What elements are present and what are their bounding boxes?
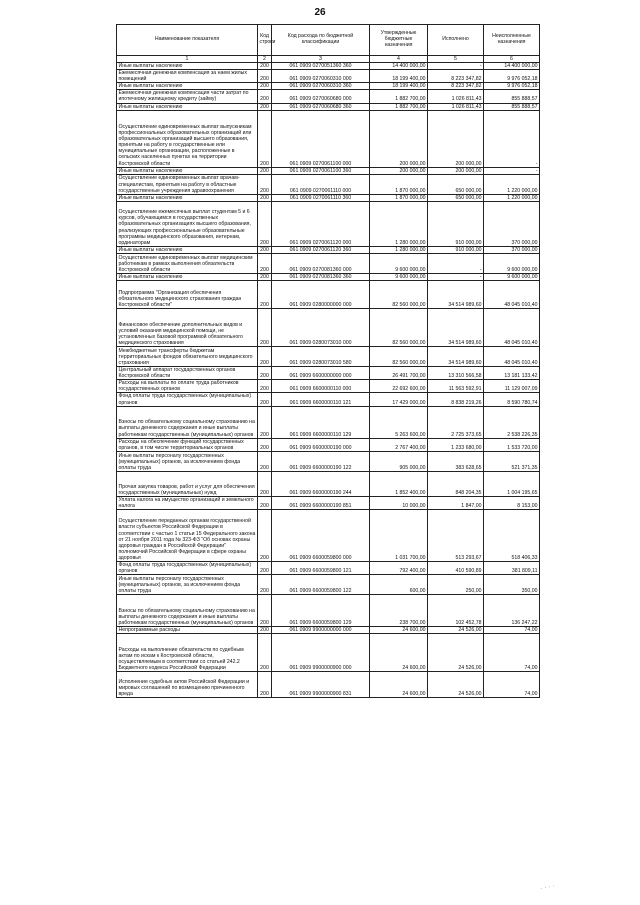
col-header-unexecuted: Неисполненные назначения <box>484 25 540 56</box>
cell-line: 200 <box>258 672 272 698</box>
cell-line: 200 <box>258 393 272 406</box>
cell-approved: 9 600 000,00 <box>370 253 428 273</box>
cell-unexecuted: 370 000,00 <box>484 201 540 246</box>
col-number: 6 <box>484 56 540 63</box>
cell-line: 200 <box>258 634 272 672</box>
cell-code: 061 0909 0270060310 000 <box>272 70 370 83</box>
cell-name: Прочая закупка товаров, работ и услуг для обеспечения государственных (муниципальных) нужд <box>117 471 258 496</box>
cell-code: 061 0909 9900000000 000 <box>272 627 370 634</box>
header-row <box>117 25 540 56</box>
cell-name: Иные выплаты населению <box>117 63 258 70</box>
cell-code: 061 0909 6600000110 000 <box>272 380 370 393</box>
cell-line: 200 <box>258 575 272 595</box>
col-header-executed: Исполнено <box>428 25 484 56</box>
cell-executed: 1 233 680,00 <box>428 438 484 451</box>
cell-unexecuted: 9 600 000,00 <box>484 273 540 280</box>
cell-code: 061 0909 6600059800 122 <box>272 575 370 595</box>
cell-unexecuted: - <box>484 167 540 174</box>
table-row <box>117 347 540 367</box>
cell-executed: 24 526,00 <box>428 627 484 634</box>
cell-code: 061 0909 6600059800 129 <box>272 595 370 627</box>
cell-code: 061 0909 0270051360 360 <box>272 63 370 70</box>
cell-executed: 8 223 347,82 <box>428 70 484 83</box>
cell-approved: 792 400,00 <box>370 561 428 574</box>
cell-executed: 24 526,00 <box>428 634 484 672</box>
cell-approved: 82 560 000,00 <box>370 347 428 367</box>
cell-approved: 10 000,00 <box>370 496 428 509</box>
cell-executed: 2 725 373,65 <box>428 406 484 438</box>
table-row <box>117 575 540 595</box>
table-row <box>117 90 540 103</box>
cell-name: Расходы на обеспечение функций государственных органов, в том числе территориальных органов <box>117 438 258 451</box>
cell-code: 061 0909 6600000190 851 <box>272 496 370 509</box>
col-number: 3 <box>272 56 370 63</box>
cell-name: Расходы на выполнение обязательств по судебным актам по искам к Костромской области, осуществляемым в соответствии со статьей 242.2 Бюджетного кодекса Российской Федерации <box>117 634 258 672</box>
cell-code: 061 0909 9900000900 831 <box>272 672 370 698</box>
cell-name: Осуществление единовременных выплат выпускникам профессиональных образовательных организаций или образовательных организаций высшего образования, принятым на работу в государственные или муниципальные организации, расположенные в сельских населенных пунктах на территории Костромской области <box>117 110 258 167</box>
cell-approved: 1 280 000,00 <box>370 201 428 246</box>
table-row <box>117 672 540 698</box>
cell-code: 061 0909 0270060680 000 <box>272 90 370 103</box>
cell-name: Фонд оплаты труда государственных (муниципальных) органов <box>117 393 258 406</box>
cell-code: 061 0909 0270081360 000 <box>272 253 370 273</box>
cell-approved: 905 000,00 <box>370 451 428 471</box>
cell-unexecuted: 8 153,00 <box>484 496 540 509</box>
cell-executed: 910 000,00 <box>428 246 484 253</box>
cell-unexecuted: 74,00 <box>484 672 540 698</box>
table-row <box>117 110 540 167</box>
table-row <box>117 438 540 451</box>
cell-executed: 383 628,65 <box>428 451 484 471</box>
cell-executed: 24 526,00 <box>428 672 484 698</box>
cell-code: 061 0909 6600000190 000 <box>272 438 370 451</box>
table-row <box>117 367 540 380</box>
col-header-line: Код строки <box>258 25 272 56</box>
cell-unexecuted: 518 406,33 <box>484 509 540 561</box>
cell-line: 200 <box>258 167 272 174</box>
cell-unexecuted: 350,00 <box>484 575 540 595</box>
table-body <box>117 63 540 698</box>
cell-executed: 650 000,00 <box>428 194 484 201</box>
cell-unexecuted: 521 371,35 <box>484 451 540 471</box>
cell-line: 200 <box>258 174 272 194</box>
cell-executed: 410 590,89 <box>428 561 484 574</box>
cell-executed: - <box>428 273 484 280</box>
cell-unexecuted: 370 000,00 <box>484 246 540 253</box>
cell-unexecuted: 1 533 720,00 <box>484 438 540 451</box>
cell-code: 061 0909 0280073010 580 <box>272 347 370 367</box>
cell-executed: 848 204,35 <box>428 471 484 496</box>
cell-approved: 24 600,00 <box>370 634 428 672</box>
table-row <box>117 246 540 253</box>
cell-code: 061 0909 6600000110 121 <box>272 393 370 406</box>
cell-approved: 17 429 000,00 <box>370 393 428 406</box>
table-row <box>117 406 540 438</box>
cell-name: Иные выплаты персоналу государственных (муниципальных) органов, за исключением фонда оплаты труда <box>117 451 258 471</box>
cell-code: 061 0909 0270060680 360 <box>272 103 370 110</box>
cell-approved: 82 560 000,00 <box>370 281 428 309</box>
cell-approved: 1 882 700,00 <box>370 90 428 103</box>
cell-unexecuted: 48 045 010,40 <box>484 281 540 309</box>
table-row <box>117 281 540 309</box>
cell-code: 061 0909 0270061100 360 <box>272 167 370 174</box>
cell-line: 200 <box>258 246 272 253</box>
cell-executed: 1 847,00 <box>428 496 484 509</box>
cell-name: Подпрограмма "Организация обеспечения обязательного медицинского страхования граждан Костромской области" <box>117 281 258 309</box>
cell-code: 061 0909 6600000110 129 <box>272 406 370 438</box>
table-row <box>117 634 540 672</box>
cell-line: 200 <box>258 496 272 509</box>
cell-line: 200 <box>258 103 272 110</box>
cell-line: 200 <box>258 253 272 273</box>
cell-executed: 34 514 989,60 <box>428 281 484 309</box>
cell-code: 061 0909 6600000190 122 <box>272 451 370 471</box>
cell-unexecuted: 13 181 133,42 <box>484 367 540 380</box>
cell-line: 200 <box>258 509 272 561</box>
cell-name: Взносы по обязательному социальному страхованию на выплаты денежного содержания и иные выплаты работникам государственных (муниципальных) органов <box>117 595 258 627</box>
col-header-approved: Утвержденные бюджетные назначения <box>370 25 428 56</box>
col-header-name: Наименование показателя <box>117 25 258 56</box>
col-number: 1 <box>117 56 258 63</box>
cell-executed: 910 000,00 <box>428 201 484 246</box>
cell-name: Ежемесячная денежная компенсация части затрат по ипотечному жилищному кредиту (займу) <box>117 90 258 103</box>
cell-line: 200 <box>258 70 272 83</box>
cell-line: 200 <box>258 380 272 393</box>
cell-approved: 1 870 000,00 <box>370 174 428 194</box>
cell-approved: 9 600 000,00 <box>370 273 428 280</box>
cell-approved: 600,00 <box>370 575 428 595</box>
cell-code: 061 0909 6600059800 121 <box>272 561 370 574</box>
page-number: 26 <box>314 7 326 18</box>
cell-code: 061 0909 6600059800 000 <box>272 509 370 561</box>
cell-name: Исполнение судебных актов Российской Федерации и мировых соглашений по возмещению причиненного вреда <box>117 672 258 698</box>
cell-approved: 5 263 600,00 <box>370 406 428 438</box>
cell-approved: 18 199 400,00 <box>370 70 428 83</box>
cell-code: 061 0909 9900000900 000 <box>272 634 370 672</box>
cell-code: 061 0909 0270081360 360 <box>272 273 370 280</box>
cell-line: 200 <box>258 110 272 167</box>
cell-executed: 1 026 811,43 <box>428 103 484 110</box>
scan-artifact: · · · · <box>539 882 556 893</box>
table-row <box>117 70 540 83</box>
cell-code: 061 0909 0270061110 000 <box>272 174 370 194</box>
cell-unexecuted: 9 976 052,18 <box>484 83 540 90</box>
table-row <box>117 393 540 406</box>
cell-executed: 250,00 <box>428 575 484 595</box>
cell-name: Иные выплаты населению <box>117 103 258 110</box>
table-row <box>117 451 540 471</box>
cell-approved: 14 400 000,00 <box>370 63 428 70</box>
cell-unexecuted: 14 400 000,00 <box>484 63 540 70</box>
cell-approved: 2 767 400,00 <box>370 438 428 451</box>
cell-name: Осуществление единовременных выплат медицинским работникам в рамках выполнения обязательств Костромской области <box>117 253 258 273</box>
cell-unexecuted: 74,00 <box>484 627 540 634</box>
cell-code: 061 0909 0280000000 000 <box>272 281 370 309</box>
cell-line: 200 <box>258 281 272 309</box>
cell-line: 200 <box>258 273 272 280</box>
cell-name: Расходы на выплаты по оплате труда работников государственных органов <box>117 380 258 393</box>
cell-executed: 650 000,00 <box>428 174 484 194</box>
cell-code: 061 0909 0270061120 000 <box>272 201 370 246</box>
cell-name: Осуществление ежемесячных выплат студентам 5 и 6 курсов, обучающимся в государственных образовательных организациях высшего образования, реализующих профессиональные образовательные программы медицинского образования, интернам, ординаторам <box>117 201 258 246</box>
cell-executed: - <box>428 253 484 273</box>
cell-executed: 1 026 811,43 <box>428 90 484 103</box>
cell-name: Взносы по обязательному социальному страхованию на выплаты денежного содержания и иные выплаты работникам государственных (муниципальных) органов <box>117 406 258 438</box>
cell-unexecuted: 855 888,57 <box>484 103 540 110</box>
table-row <box>117 194 540 201</box>
cell-name: Финансовое обеспечение дополнительных видов и условий оказания медицинской помощи, не установленных базовой программой обязательного медицинского страхования <box>117 309 258 347</box>
table-row <box>117 273 540 280</box>
cell-name: Ежемесячная денежная компенсация за наем жилых помещений <box>117 70 258 83</box>
cell-approved: 1 882 700,00 <box>370 103 428 110</box>
cell-line: 200 <box>258 194 272 201</box>
cell-line: 200 <box>258 63 272 70</box>
cell-approved: 238 700,00 <box>370 595 428 627</box>
col-number: 2 <box>258 56 272 63</box>
cell-name: Осуществление переданных органам государственной власти субъектов Российской Федерации в соответствии с частью 1 статьи 15 Федерального закона от 21 ноября 2011 года № 323-ФЗ "Об основах охраны здоровья граждан в Российской Федерации" полномочий Российской Федерации в сфере охраны здоровья <box>117 509 258 561</box>
cell-executed: 8 838 219,26 <box>428 393 484 406</box>
table-row <box>117 309 540 347</box>
cell-unexecuted: 48 045 010,40 <box>484 347 540 367</box>
column-number-row <box>117 56 540 63</box>
cell-name: Осуществление единовременных выплат врачам-специалистам, принятым на работу в областные государственные учреждения здравоохранения <box>117 174 258 194</box>
cell-name: Межбюджетные трансферты бюджетам территориальных фондов обязательного медицинского страхования <box>117 347 258 367</box>
cell-line: 200 <box>258 201 272 246</box>
cell-name: Уплата налога на имущество организаций и земельного налога <box>117 496 258 509</box>
cell-code: 061 0909 0270061120 360 <box>272 246 370 253</box>
col-number: 4 <box>370 56 428 63</box>
cell-approved: 24 600,00 <box>370 627 428 634</box>
cell-unexecuted: 136 247,22 <box>484 595 540 627</box>
cell-unexecuted: 1 220 000,00 <box>484 174 540 194</box>
cell-name: Иные выплаты персоналу государственных (муниципальных) органов, за исключением фонда оплаты труда <box>117 575 258 595</box>
cell-line: 200 <box>258 595 272 627</box>
expenditure-table <box>116 24 540 698</box>
col-number: 5 <box>428 56 484 63</box>
cell-name: Иные выплаты населению <box>117 273 258 280</box>
cell-executed: 200 000,00 <box>428 110 484 167</box>
cell-line: 200 <box>258 561 272 574</box>
table-row <box>117 496 540 509</box>
table-row <box>117 595 540 627</box>
cell-name: Непрограммные расходы <box>117 627 258 634</box>
cell-line: 200 <box>258 309 272 347</box>
cell-executed: 34 514 989,60 <box>428 309 484 347</box>
cell-name: Иные выплаты населению <box>117 167 258 174</box>
table-row <box>117 561 540 574</box>
cell-line: 200 <box>258 367 272 380</box>
cell-code: 061 0909 0280073010 000 <box>272 309 370 347</box>
cell-code: 061 0909 0270061110 360 <box>272 194 370 201</box>
cell-line: 200 <box>258 451 272 471</box>
cell-executed: 200 000,00 <box>428 167 484 174</box>
cell-approved: 1 031 700,00 <box>370 509 428 561</box>
table-row <box>117 509 540 561</box>
cell-executed: - <box>428 63 484 70</box>
cell-executed: 513 293,67 <box>428 509 484 561</box>
cell-unexecuted: 48 045 010,40 <box>484 309 540 347</box>
cell-unexecuted: 74,00 <box>484 634 540 672</box>
cell-name: Иные выплаты населению <box>117 83 258 90</box>
table-row <box>117 63 540 70</box>
cell-executed: 8 223 347,82 <box>428 83 484 90</box>
table-row <box>117 201 540 246</box>
cell-unexecuted: 9 600 000,00 <box>484 253 540 273</box>
table-row <box>117 174 540 194</box>
cell-line: 200 <box>258 83 272 90</box>
cell-unexecuted: 1 004 195,65 <box>484 471 540 496</box>
table-row <box>117 83 540 90</box>
cell-approved: 1 870 000,00 <box>370 194 428 201</box>
cell-approved: 22 692 600,00 <box>370 380 428 393</box>
cell-line: 200 <box>258 471 272 496</box>
cell-unexecuted: 1 220 000,00 <box>484 194 540 201</box>
cell-code: 061 0909 6600000000 000 <box>272 367 370 380</box>
cell-unexecuted: - <box>484 110 540 167</box>
cell-line: 200 <box>258 347 272 367</box>
cell-executed: 34 514 989,60 <box>428 347 484 367</box>
cell-line: 200 <box>258 90 272 103</box>
cell-approved: 200 000,00 <box>370 110 428 167</box>
cell-unexecuted: 9 976 052,18 <box>484 70 540 83</box>
cell-unexecuted: 855 888,57 <box>484 90 540 103</box>
col-header-code: Код расхода по бюджетной классификации <box>272 25 370 56</box>
cell-unexecuted: 2 538 226,35 <box>484 406 540 438</box>
cell-executed: 13 310 566,58 <box>428 367 484 380</box>
cell-name: Иные выплаты населению <box>117 194 258 201</box>
table-row <box>117 380 540 393</box>
cell-name: Иные выплаты населению <box>117 246 258 253</box>
cell-unexecuted: 11 129 007,09 <box>484 380 540 393</box>
table-row <box>117 103 540 110</box>
cell-line: 200 <box>258 627 272 634</box>
cell-approved: 26 491 700,00 <box>370 367 428 380</box>
cell-executed: 102 452,78 <box>428 595 484 627</box>
cell-line: 200 <box>258 438 272 451</box>
cell-code: 061 0909 0270060310 360 <box>272 83 370 90</box>
table-row <box>117 167 540 174</box>
cell-unexecuted: 8 590 780,74 <box>484 393 540 406</box>
table-row <box>117 627 540 634</box>
table-row <box>117 471 540 496</box>
cell-unexecuted: 381 809,11 <box>484 561 540 574</box>
cell-approved: 200 000,00 <box>370 167 428 174</box>
cell-approved: 24 600,00 <box>370 672 428 698</box>
cell-name: Центральный аппарат государственных органов Костромской области <box>117 367 258 380</box>
cell-approved: 1 280 000,00 <box>370 246 428 253</box>
cell-approved: 1 852 400,00 <box>370 471 428 496</box>
cell-approved: 82 560 000,00 <box>370 309 428 347</box>
cell-approved: 18 199 400,00 <box>370 83 428 90</box>
cell-executed: 11 563 592,91 <box>428 380 484 393</box>
cell-code: 061 0909 6600000190 244 <box>272 471 370 496</box>
cell-name: Фонд оплаты труда государственных (муниципальных) органов <box>117 561 258 574</box>
table-row <box>117 253 540 273</box>
cell-code: 061 0909 0270061100 000 <box>272 110 370 167</box>
cell-line: 200 <box>258 406 272 438</box>
